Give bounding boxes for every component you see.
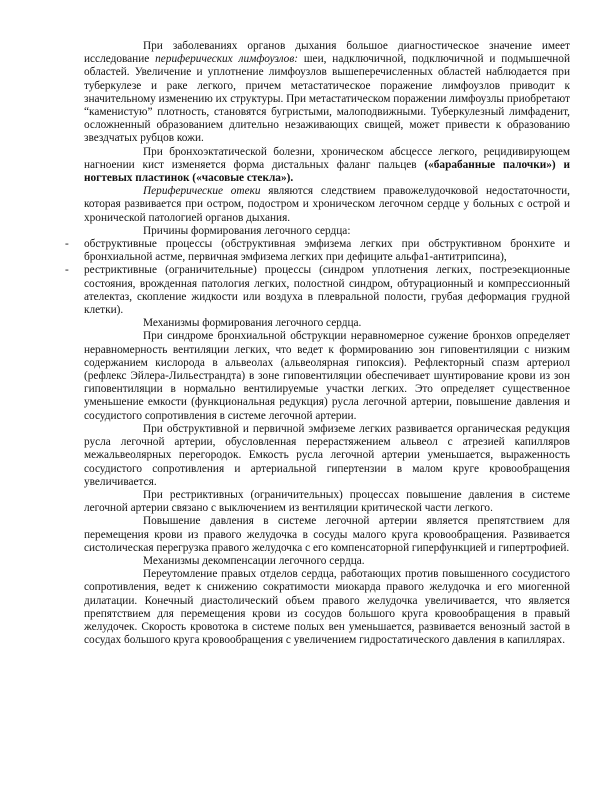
list-item-text: обструктивные процессы (обструктивная эмфизема легких при обструктивном бронхите и бронхиальной астме, первичная эмфизема легких при дефиците альфа1-антитрипсина),	[84, 238, 570, 264]
paragraph-bronchial-obstruction: При синдроме бронхиальной обструкции неравномерное сужение бронхов определяет неравномерность вентиляции легких, что ведет к формированию зон гиповентиляции с низким содержанием кислорода в альвеолах (альвеолярная гипоксия). Рефлекторный спазм артериол (рефлекс Эйлера-Лильестрандта) в зоне гиповентиляции обеспечивает шунтирование крови из зон гиповентиляции в нормально вентилируемые участки легких. Это определяет существенное уменьшение емкости (функциональная редукция) русла легочной артерии, повышение давления и сосудистого сопротивления в системе легочной артерии.	[84, 330, 570, 422]
text-run: При заболеваниях органов дыхания большое диагностическое значение имеет исследование	[84, 40, 570, 66]
paragraph-peripheral-edema	[84, 185, 570, 225]
text-run: шеи, надключичной, подключичной и подмышечной областей. Увеличение и уплотнение лимфоузлов вышеперечисленных областей наблюдается при туберкулезе и раке легкого, причем метастатическое поражение лимфоузлов приводит к значительному изменению их структуры. При метастатическом поражении лимфоузлы приобретают “каменистую” плотность, становятся бугристыми, малоподвижными. Туберкулезный лимфаденит, осложненный образованием длительно незаживающих свищей, может привести к образованию звездчатых рубцов кожи.	[84, 53, 570, 145]
italic-term-peripheral-lymph-nodes: периферических лимфоузлов:	[155, 53, 298, 66]
paragraph-decompensation: Переутомление правых отделов сердца, работающих против повышенного сосудистого сопротивления, ведет к снижению сократимости миокарда правого желудочка и его миогенной дилатации. Конечный диастолический объем правого желудочка увеличивается, что является препятствием для перемещения крови из сосудов большого круга кровообращения в правый желудочек. Скорость кровотока в системе полых вен уменьшается, развивается венозный застой в сосудах большого круга кровообращения с увеличением гидростатического давления в капиллярах.	[84, 568, 570, 647]
paragraph-causes-heading: Причины формирования легочного сердца:	[143, 224, 351, 237]
list-item-text: рестриктивные (ограничительные) процессы (синдром уплотнения легких, постреэекционные состояния, врожденная патология легких, полостной синдром, обтурационный и компрессионный ателектаз, скопление жидкости или воздуха в плевральной полости, грубая деформация грудной клетки).	[84, 264, 570, 317]
paragraph-pressure-increase: Повышение давления в системе легочной артерии является препятствием для перемещения крови из правого желудочка в сосуды малого круга кровообращения. Развивается систолическая перегрузка правого желудочка с его компенсаторной гиперфункцией и гипертрофией.	[84, 515, 570, 554]
bold-term-drumstick-fingers: («барабанные палочки») и ногтевых пластинок («часовые стекла»).	[84, 158, 570, 185]
paragraph-mechanisms-heading: Механизмы формирования легочного сердца.	[143, 317, 362, 330]
paragraph-decompensation-heading: Механизмы декомпенсации легочного сердца.	[143, 554, 365, 567]
causes-list	[65, 238, 570, 317]
text-run: При бронхоэктатической болезни, хроническом абсцессе легкого, рецидивирующем нагноении кист изменяется форма дистальных фаланг пальцев	[84, 145, 570, 171]
document-page	[65, 40, 570, 647]
paragraph-peripheral-lymph-nodes	[84, 40, 570, 146]
paragraph-finger-changes	[84, 146, 570, 186]
paragraph-restrictive: При рестриктивных (ограничительных) процессах повышение давления в системе легочной артерии связано с выключением из вентиляции критической части легкого.	[84, 488, 570, 515]
list-item	[65, 264, 570, 317]
text-run: являются следствием правожелудочковой недостаточности, которая развивается при остром, подостром и хроническом легочном сердце у больных с острой и хронической патологией органов дыхания.	[84, 185, 570, 224]
italic-term-peripheral-edema: Периферические отеки	[143, 185, 261, 198]
list-dash: -	[65, 264, 69, 277]
list-dash: -	[65, 238, 69, 251]
paragraph-emphysema: При обструктивной и первичной эмфиземе легких развивается органическая редукция русла легочной артерии, обусловленная перерастяжением альвеол с атрезией капилляров межальвеолярных перегородок. Емкость русла легочной артерии уменьшается, выраженность сосудистого сопротивления и артериальной гипертензии в малом круге кровообращения увеличивается.	[84, 422, 570, 488]
list-item	[65, 238, 570, 264]
